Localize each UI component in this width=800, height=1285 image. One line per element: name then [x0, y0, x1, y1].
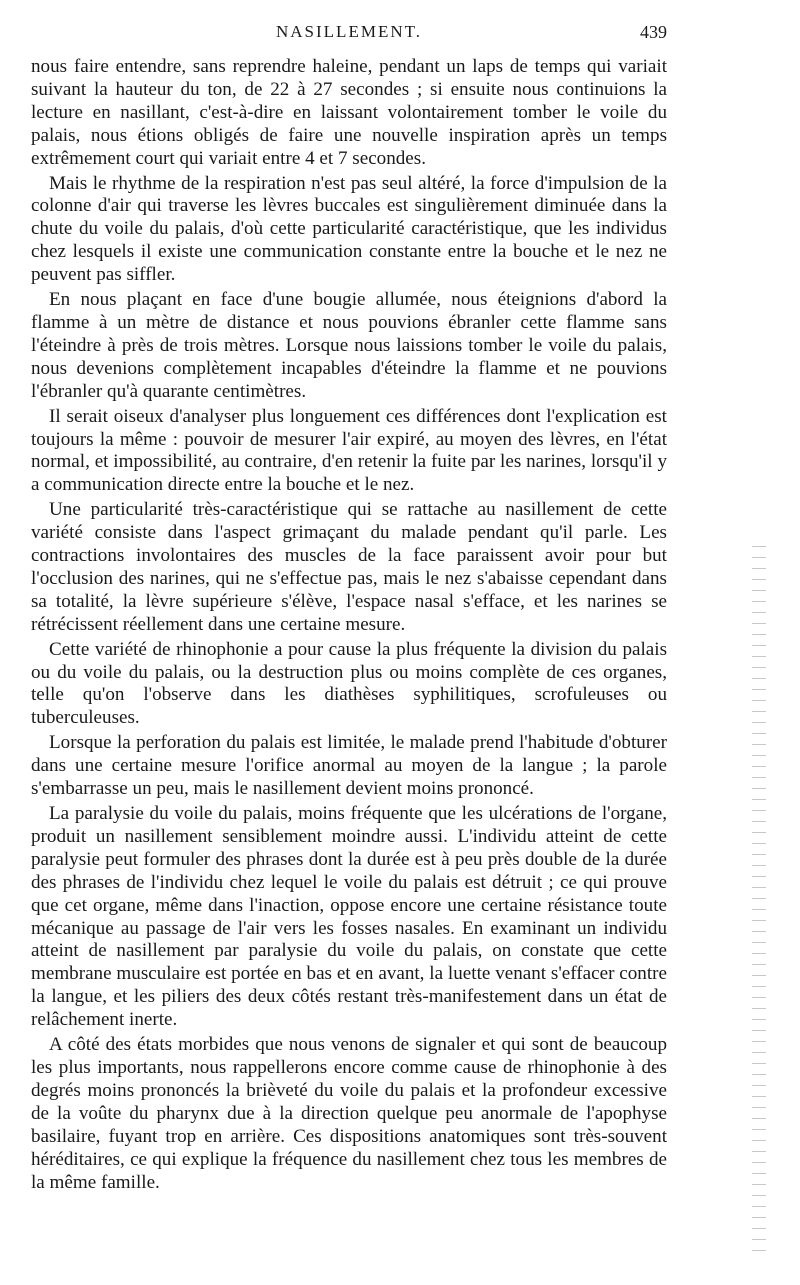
- paragraph-2: Mais le rhythme de la respiration n'est pas seul altéré, la force d'impulsion de la colonne d'air qui traverse les lèvres buccales est singulièrement diminuée dans la chute du voile du palais, d'où cette particularité caractéristique, que les individus chez lesquels il existe une communication constante entre la bouche et le nez ne peuvent pas siffler.: [31, 172, 667, 286]
- paragraph-1: nous faire entendre, sans reprendre haleine, pendant un laps de temps qui variait suivant la hauteur du ton, de 22 à 27 secondes ; si ensuite nous continuions la lecture en nasillant, c'est-à-dire en laissant volontairement tomber le voile du palais, nous étions obligés de faire une nouvelle inspiration après un temps extrêmement court qui variait entre 4 et 7 secondes.: [31, 56, 667, 169]
- paragraph-3: En nous plaçant en face d'une bougie allumée, nous éteignions d'abord la flamme à un mètre de distance et nous pouvions ébranler cette flamme sans l'éteindre à près de trois mètres. Lorsque nous laissions tomber le voile du palais, nous devenions complètement incapables d'éteindre la flamme et ne pouvions l'ébranler qu'à quarante centimètres.: [31, 289, 667, 402]
- paragraph-6: Cette variété de rhinophonie a pour cause la plus fréquente la division du palais ou du voile du palais, ou la destruction plus ou moins complète de ces organes, telle qu'on l'observe dans les diathèses syphilitiques, scrofuleuses ou tuberculeuses.: [31, 638, 667, 729]
- paragraph-4: Il serait oiseux d'analyser plus longuement ces différences dont l'explication est toujours la même : pouvoir de mesurer l'air expiré, au moyen des lèvres, en l'état normal, et impossibilité, au contraire, d'en retenir la fuite par les narines, lorsqu'il y a communication directe entre la bouche et le nez.: [31, 405, 667, 496]
- body-text: [31, 56, 667, 1194]
- paragraph-9: A côté des états morbides que nous venons de signaler et qui sont de beaucoup les plus importants, nous rappellerons encore comme cause de rhinophonie à des degrés moins prononcés la brièveté du voile du palais et la profondeur excessive de la voûte du pharynx due à la direction quelque peu anormale de l'apophyse basilaire, fuyant trop en arrière. Ces dispositions anatomiques sont très-souvent héréditaires, ce qui explique la fréquence du nasillement chez tous les membres de la même famille.: [31, 1034, 667, 1193]
- paragraph-8: La paralysie du voile du palais, moins fréquente que les ulcérations de l'organe, produit un nasillement sensiblement moindre aussi. L'individu atteint de cette paralysie peut formuler des phrases dont la durée est à peu près double de la durée des phrases de l'individu chez lequel le voile du palais est détruit ; ce qui prouve que cet organe, même dans l'inaction, oppose encore une certaine résistance toute mécanique au passage de l'air vers les fosses nasales. En examinant un individu atteint de nasillement par paralysie du voile du palais, on constate que cette membrane musculaire est portée en bas et en avant, la luette venant s'effacer contre la langue, et les piliers des deux côtés restant très-manifestement dans un état de relâchement inerte.: [31, 803, 667, 1031]
- paragraph-5: Une particularité très-caractéristique qui se rattache au nasillement de cette variété consiste dans l'aspect grimaçant du malade pendant qu'il parle. Les contractions involontaires des muscles de la face paraissent avoir pour but l'occlusion des narines, qui ne s'effectue pas, mais le nez s'abaisse cependant dans sa totalité, la lèvre supérieure s'élève, l'espace nasal s'efface, et les narines se rétrécissent réellement dans une certaine mesure.: [31, 499, 667, 635]
- running-title: NASILLEMENT.: [276, 22, 422, 41]
- paragraph-7: Lorsque la perforation du palais est limitée, le malade prend l'habitude d'obturer dans une certaine mesure l'orifice anormal au moyen de la langue ; la parole s'embarrasse un peu, mais le nasillement devient moins prononcé.: [31, 732, 667, 800]
- scan-margin-artifact: [752, 540, 766, 1260]
- page-content: [31, 20, 667, 1196]
- page-number: 439: [640, 22, 667, 42]
- running-header: [31, 20, 667, 48]
